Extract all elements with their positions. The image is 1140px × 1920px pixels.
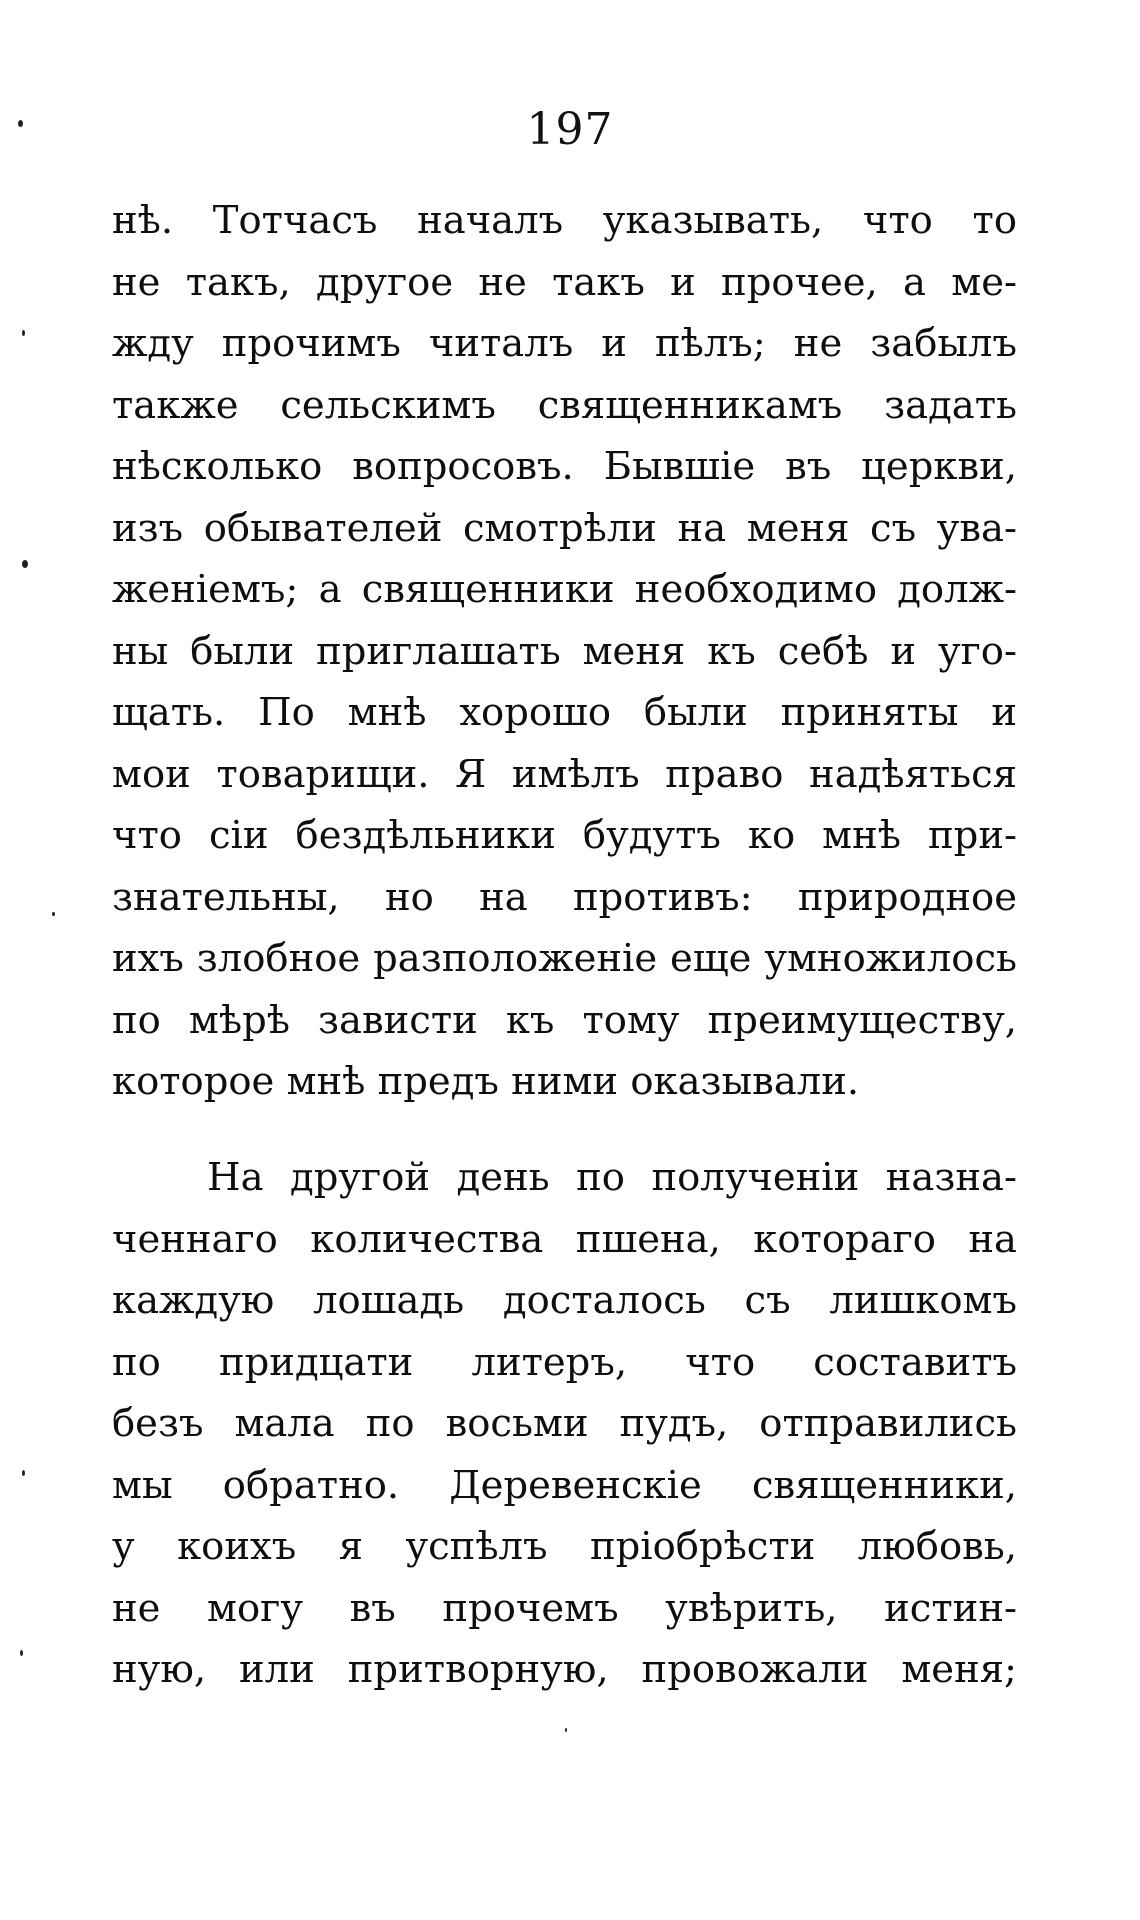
scan-speck xyxy=(22,560,28,568)
text-line: по мѣрѣ зависти къ тому преимуществу, xyxy=(112,997,1017,1043)
text-line: мои товарищи. Я имѣлъ право надѣяться xyxy=(112,751,1017,797)
scan-speck xyxy=(22,330,25,336)
scan-speck xyxy=(22,1470,25,1476)
text-line: На другой день по полученіи назна- xyxy=(207,1155,1017,1200)
text-line: что сіи бездѣльники будутъ ко мнѣ при- xyxy=(112,813,1017,858)
text-line: щать. По мнѣ хорошо были приняты и xyxy=(112,690,1017,735)
text-line: ны были приглашать меня къ себѣ и уго- xyxy=(112,628,1017,674)
text-line: нѣ. Тотчасъ началъ указывать, что то xyxy=(112,198,1017,243)
scan-speck xyxy=(18,120,23,127)
text-line: не могу въ прочемъ увѣрить, истин- xyxy=(112,1585,1017,1631)
text-line: изъ обывателей смотрѣли на меня съ ува- xyxy=(112,505,1017,551)
scan-speck xyxy=(20,1650,23,1656)
text-line: женіемъ; а священники необходимо долж- xyxy=(112,567,1017,612)
scan-speck xyxy=(565,1728,567,1732)
text-line: у коихъ я успѣлъ пріобрѣсти любовь, xyxy=(112,1524,1017,1569)
paragraph-2 xyxy=(112,1147,1017,1701)
text-line: не такъ, другое не такъ и прочее, а ме- xyxy=(112,259,1017,305)
text-line: по придцати литеръ, что составитъ xyxy=(112,1339,1017,1385)
text-line: ную, или притворную, провожали меня; xyxy=(112,1647,1017,1692)
text-line: каждую лошадь досталось съ лишкомъ xyxy=(112,1278,1017,1323)
text-line: знательны, но на противъ: природное xyxy=(112,874,1017,920)
text-line: жду прочимъ читалъ и пѣлъ; не забылъ xyxy=(112,321,1017,366)
text-line: также сельскимъ священникамъ задать xyxy=(112,382,1017,428)
scan-speck xyxy=(52,912,55,916)
text-line: мы обратно. Деревенскіе священники, xyxy=(112,1462,1017,1508)
text-line: ихъ злобное разположеніе еще умножилось xyxy=(112,936,1017,981)
text-line: нѣсколько вопросовъ. Бывшіе въ церкви, xyxy=(112,444,1017,489)
paragraph-1 xyxy=(112,190,1017,1113)
text-line: безъ мала по восьми пудъ, отправились xyxy=(112,1401,1017,1446)
text-line: которое мнѣ предъ ними оказывали. xyxy=(112,1059,860,1104)
text-line: ченнаго количества пшена, котораго на xyxy=(112,1216,1017,1262)
page-number: 197 xyxy=(526,104,614,155)
